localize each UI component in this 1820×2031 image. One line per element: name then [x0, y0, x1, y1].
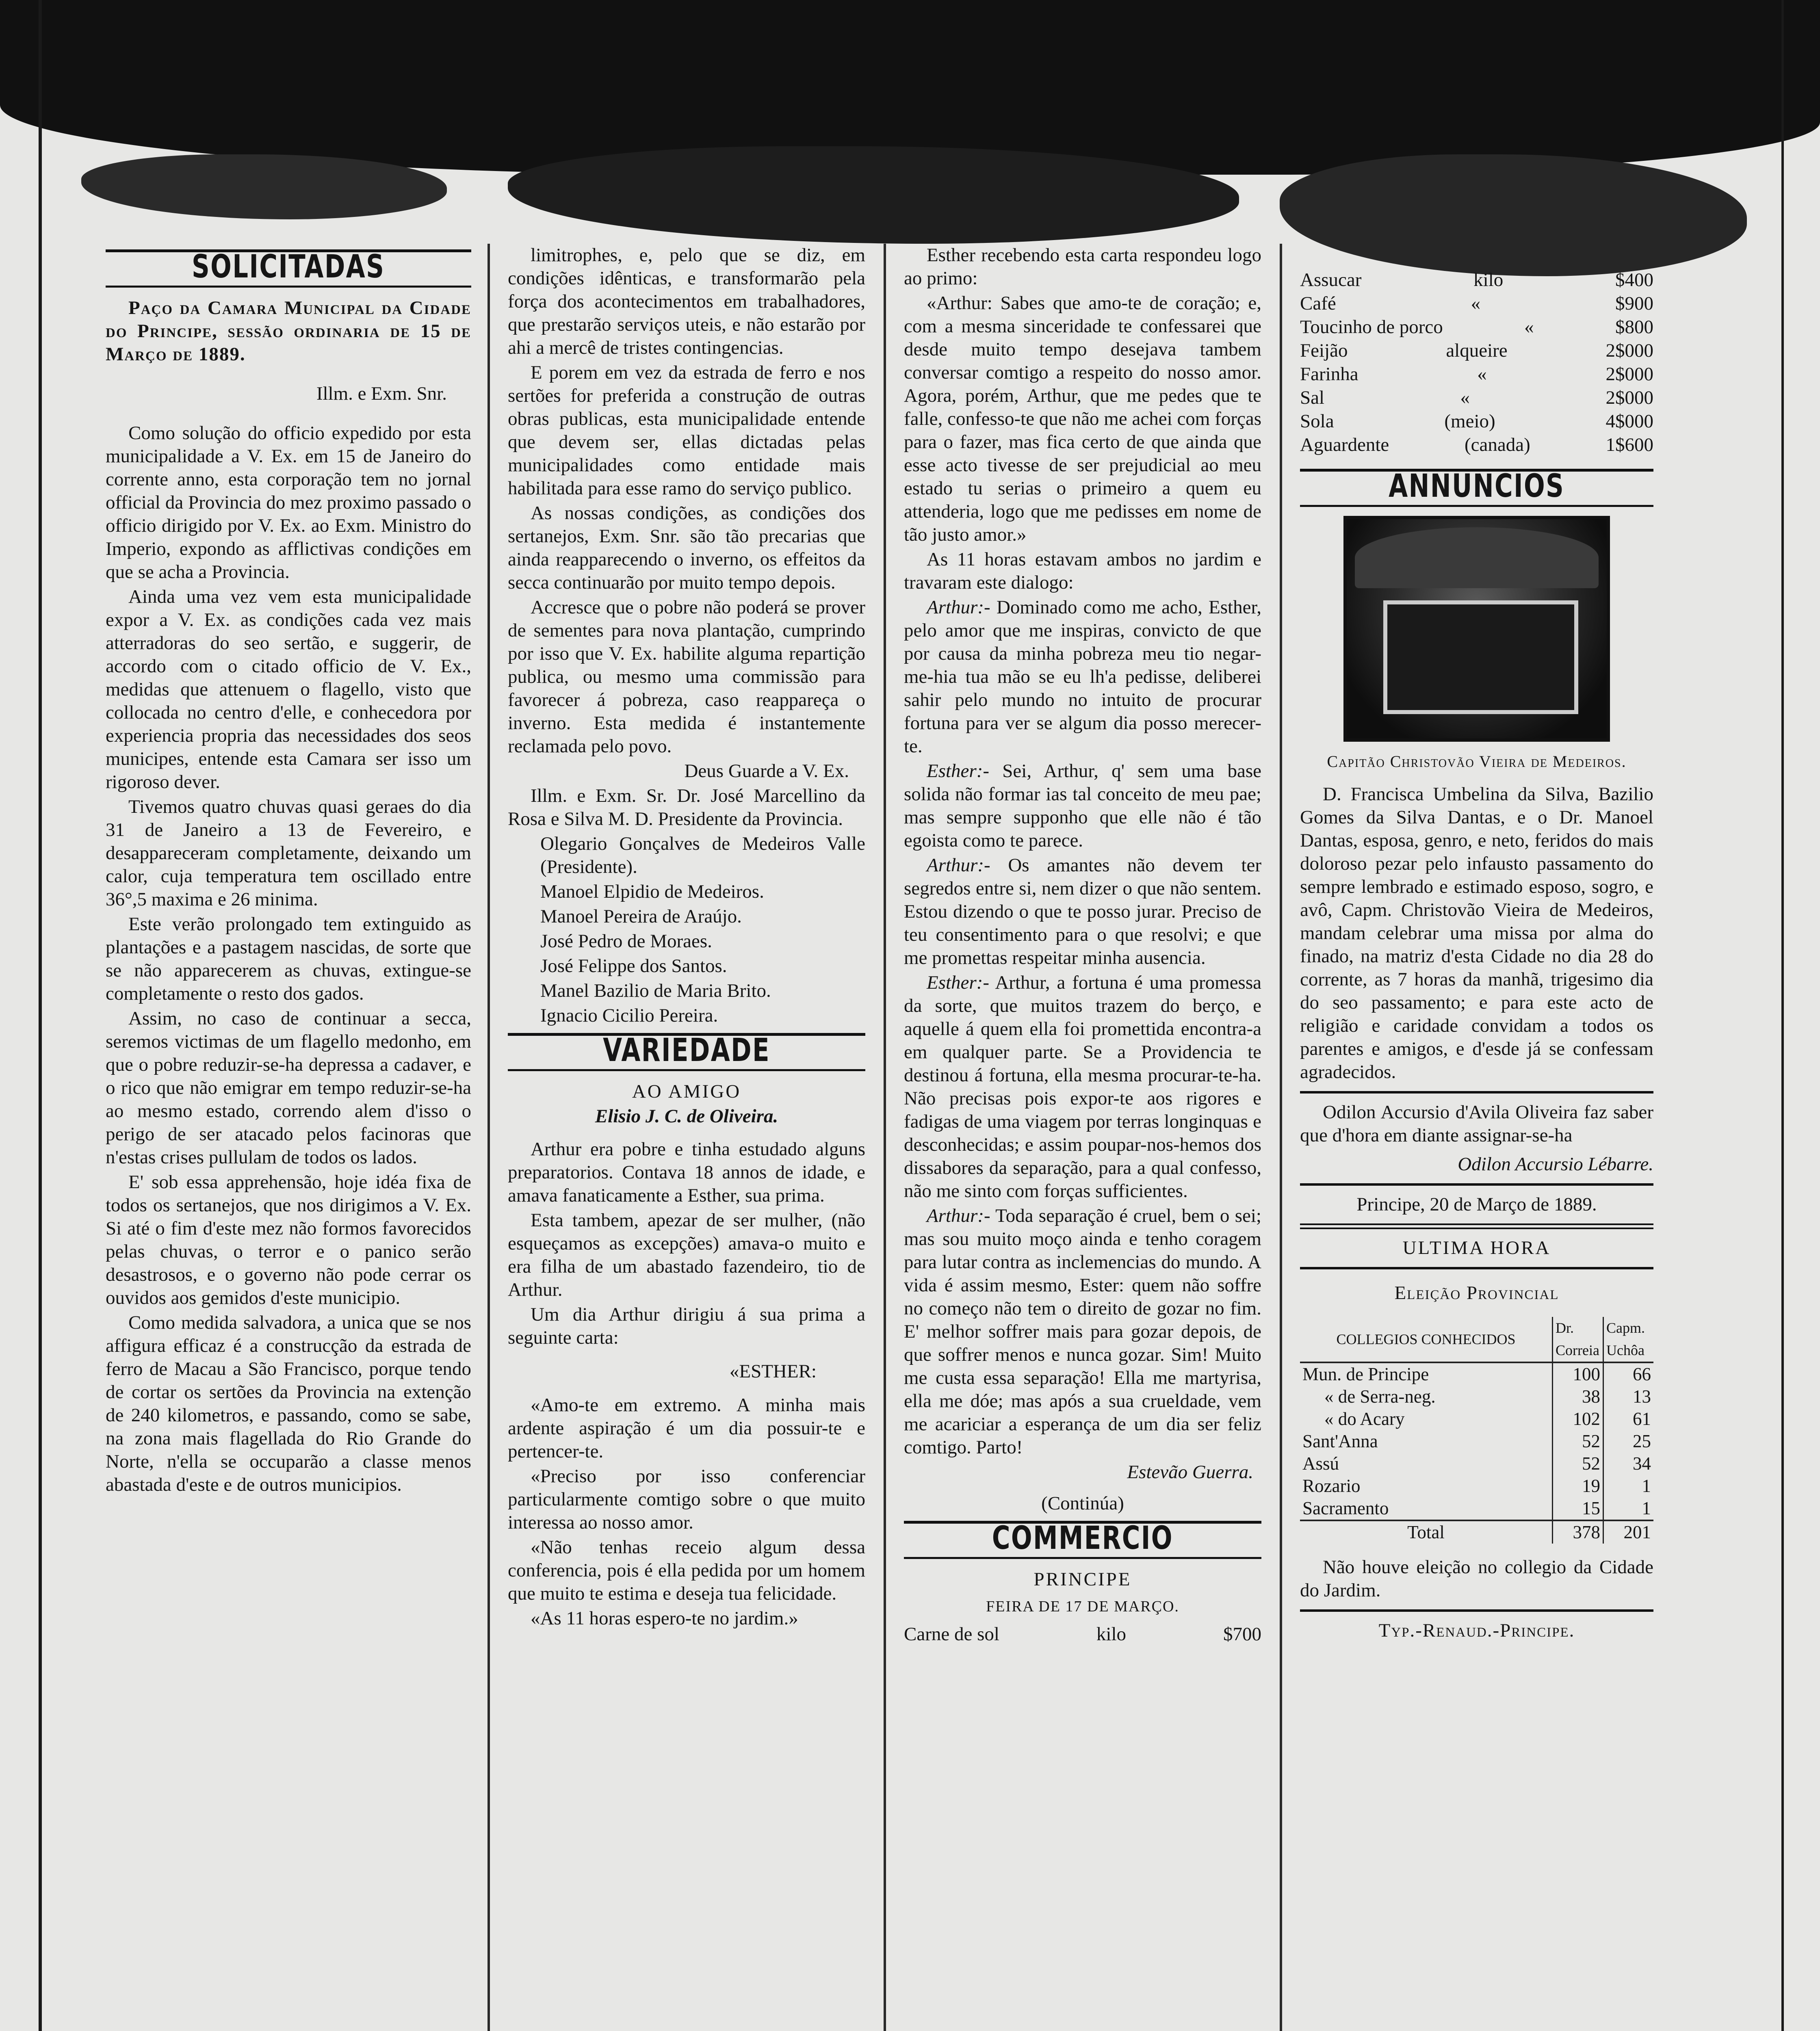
- votes-b: 25: [1603, 1430, 1654, 1453]
- price-item: Sal: [1300, 387, 1325, 408]
- section-heading-box: [1300, 469, 1653, 507]
- price-row: [1300, 315, 1653, 339]
- author: Estevão Guerra.: [1127, 1462, 1253, 1483]
- ad-text: D. Francisca Umbelina da Silva, Bazilio Gomes da Silva Dantas, e o Dr. Manoel Dantas, esposa, genro, e neto, feridos do mais doloroso pezar pelo infausto passamento do sempre lembrado e estimado esposo, sogro, e avô, Capm. Christovão Vieira de Medeiros, mandam celebrar uma missa por alma do finado, na matriz d'esta Cidade no dia 28 do corrente, as 7 horas da manhã, trigesimo dia do seo passamento; e para este acto de religião e caridade convidam a todos os parentes e amigos, e d'esde já se confessam agradecidos.: [1300, 784, 1653, 1083]
- paragraph: «As 11 horas espero-te no jardim.»: [531, 1608, 798, 1629]
- left-border: [39, 0, 42, 2031]
- college-name: Sant'Anna: [1302, 1431, 1378, 1451]
- price-row: [1300, 268, 1653, 292]
- column-1: [106, 244, 471, 2031]
- paragraph: limitrophes, e, pelo que se diz, em condições idênticas, e transformarão pela força dos acontecimentos em trabalhadores, que prestarão serviços uteis, e não estarão por ahi a mercê de tristes contingencias.: [508, 245, 865, 358]
- speaker: Esther:: [927, 972, 983, 993]
- commercio-place: PRINCIPE: [1034, 1569, 1132, 1590]
- speaker: Esther:: [927, 760, 983, 782]
- price-unit: «: [1460, 387, 1470, 408]
- price-row: [1300, 386, 1653, 409]
- notice-signature: Odilon Accursio Lébarre.: [1458, 1154, 1653, 1175]
- price-row: [1300, 433, 1653, 457]
- price-value: 2$000: [1606, 387, 1653, 408]
- story-dedication: Elisio J. C. de Oliveira.: [595, 1106, 778, 1127]
- signature: Olegario Gonçalves de Medeiros Valle (Presidente).: [540, 833, 865, 877]
- annuncios-heading: ANNUNCIOS: [1389, 468, 1565, 505]
- column-2: [508, 244, 865, 2031]
- ink-stain: [1280, 154, 1747, 276]
- college-column-header: COLLEGIOS CONHECIDOS: [1336, 1331, 1516, 1347]
- price-item: Farinha: [1300, 364, 1358, 385]
- column-rule: [1280, 244, 1282, 2031]
- solicitadas-heading: SOLICITADAS: [192, 249, 385, 285]
- table-row: [1300, 1453, 1653, 1475]
- price-row: [904, 1622, 1261, 1646]
- price-value: $900: [1615, 293, 1653, 314]
- price-item: Assucar: [1300, 269, 1362, 290]
- college-name: Sacramento: [1302, 1498, 1389, 1518]
- salutation: Illm. e Exm. Snr.: [316, 383, 447, 404]
- total-a: 378: [1553, 1520, 1603, 1544]
- paragraph: E porem em vez da estrada de ferro e nos sertões for preferida a construção de outras obras publicas, esta municipalidade entende que devem ser, ellas dictadas pelas municipalidades como entidade mais habilitada para esse ramo do serviço publico.: [508, 362, 865, 499]
- table-header-row: [1300, 1317, 1653, 1362]
- total-label: Total: [1407, 1522, 1445, 1542]
- votes-a: 38: [1553, 1386, 1603, 1408]
- signature: Ignacio Cicilio Pereira.: [540, 1005, 718, 1026]
- price-item: Carne de sol: [904, 1624, 999, 1645]
- votes-b: 61: [1603, 1408, 1654, 1430]
- session-header: Paço da Camara Municipal da Cidade do Principe, sessão ordinaria de 15 de Março de 1889.: [106, 297, 471, 365]
- speaker: Arthur:: [927, 1205, 984, 1226]
- column-rule: [488, 244, 490, 2031]
- paragraph: Esta tambem, apezar de ser mulher, (não esqueçamos as excepções) amava-o muito e era filha de um abastado fazendeiro, tio de Arthur.: [508, 1210, 865, 1300]
- column-rule: [884, 244, 886, 2031]
- paragraph: «Preciso por isso conferenciar particularmente comtigo sobre o que muito interessa ao nosso amor.: [508, 1466, 865, 1533]
- notice: Odilon Accursio d'Avila Oliveira faz saber que d'hora em diante assignar-se-ha: [1300, 1102, 1653, 1146]
- votes-b: 1: [1603, 1475, 1654, 1497]
- paragraph: As nossas condições, as condições dos sertanejos, Exm. Snr. são tão precarias que ainda reapparecendo o inverno, os effeitos da secca continuarão por muito tempo depois.: [508, 502, 865, 593]
- college-name: « de Serra-neg.: [1324, 1386, 1436, 1407]
- election-table: [1300, 1317, 1653, 1544]
- speaker: Arthur:: [927, 597, 984, 618]
- price-unit: «: [1524, 316, 1534, 338]
- signature: José Felippe dos Santos.: [540, 955, 727, 977]
- price-value: 2$000: [1606, 364, 1653, 385]
- price-row: [1300, 292, 1653, 315]
- price-unit: kilo: [1473, 269, 1504, 290]
- dialogue-line: [904, 1204, 1261, 1459]
- paragraph: Este verão prolongado tem extinguido as plantações e a pastagem nascidas, de sorte que se não apparecerem as chuvas, extingue-se completamente o resto dos gados.: [106, 914, 471, 1004]
- college-name: Rozario: [1302, 1476, 1361, 1496]
- section-heading-box: [508, 1033, 865, 1071]
- continua: (Continúa): [1041, 1493, 1124, 1514]
- votes-a: 52: [1553, 1430, 1603, 1453]
- dialogue-line: [904, 971, 1261, 1203]
- signature: Manoel Pereira de Araújo.: [540, 906, 742, 927]
- separator: [1300, 1091, 1653, 1093]
- paragraph: As 11 horas estavam ambos no jardim e travaram este dialogo:: [904, 549, 1261, 593]
- price-unit: (meio): [1444, 411, 1495, 432]
- closing: Deus Guarde a V. Ex.: [684, 760, 849, 782]
- signature: José Pedro de Moraes.: [540, 931, 712, 952]
- dialogue-line: [904, 760, 1261, 852]
- dialogue-text: - Os amantes não devem ter segredos entre si, nem dizer o que não sentem. Estou dizendo o que te posso jurar. Preciso de teu consentimento para o que resolvi; e que me promettas respeitar minha ausencia.: [904, 855, 1261, 968]
- variedade-heading: VARIEDADE: [603, 1032, 770, 1069]
- price-value: $400: [1615, 269, 1653, 290]
- addressee: Illm. e Exm. Sr. Dr. José Marcellino da Rosa e Silva M. D. Presidente da Provincia.: [508, 785, 865, 829]
- price-unit: kilo: [1096, 1624, 1127, 1645]
- dialogue-line: [904, 596, 1261, 758]
- price-value: 2$000: [1606, 340, 1653, 361]
- dialogue-text: - Sei, Arthur, q' sem uma base solida não formar ias tal conceito de meu pae; mas sempre supponho que elle não é tão egoista como te parece.: [904, 760, 1261, 851]
- votes-b: 66: [1603, 1362, 1654, 1386]
- price-row: [1300, 339, 1653, 362]
- separator: [1300, 1183, 1653, 1186]
- price-value: 4$000: [1606, 411, 1653, 432]
- votes-b: 34: [1603, 1453, 1654, 1475]
- paragraph: Arthur era pobre e tinha estudado alguns preparatorios. Contava 18 annos de idade, e amava fanaticamente a Esther, sua prima.: [508, 1139, 865, 1206]
- paragraph: Esther recebendo esta carta respondeu logo ao primo:: [904, 245, 1261, 289]
- votes-b: 1: [1603, 1497, 1654, 1520]
- table-row: [1300, 1430, 1653, 1453]
- paragraph: «Não tenhas receio algum dessa conferencia, pois é ella pedida por um homem que muito te estima e deseja tua felicidade.: [508, 1537, 865, 1604]
- price-unit: «: [1477, 364, 1487, 385]
- separator: [1300, 1267, 1653, 1269]
- feira-date: FEIRA DE 17 DE MARÇO.: [986, 1598, 1179, 1615]
- price-item: Café: [1300, 293, 1336, 314]
- dialogue-text: - Arthur, a fortuna é uma promessa da sorte, que muitos trazem do berço, e aquelle á quem ella foi promettida encontra-a em qualquer parte. Se a Providencia te destinou á fortuna, ella mesma procurar-te-ha. Não precisas pois expor-te aos rigores e fadigas de uma viagem por terras longinquas e desconhecidas; e assim poupar-nos-hemos dos dissabores da separação, para a qual confesso, não me sinto com forças sufficientes.: [904, 972, 1261, 1202]
- table-row: [1300, 1386, 1653, 1408]
- college-name: Assú: [1302, 1453, 1339, 1474]
- price-item: Toucinho de porco: [1300, 316, 1443, 338]
- votes-a: 15: [1553, 1497, 1603, 1520]
- drape-shape: [1355, 527, 1599, 588]
- column-4: [1300, 268, 1653, 2031]
- printer-line: Typ.-Renaud.-Principe.: [1378, 1620, 1575, 1641]
- funeral-illustration: [1343, 516, 1610, 742]
- story-title: AO AMIGO: [632, 1081, 741, 1102]
- dateline: Principe, 20 de Março de 1889.: [1356, 1194, 1597, 1215]
- paragraph: Como medida salvadora, a unica que se nos affigura efficaz é a construcção da estrada de ferro de Macau a São Francisco, porque tendo de cortar os sertões da Provincia na extenção de 240 kilometros, e passando, como se sabe, na zona mais flagellada do Rio Grande do Norte, n'ella se occuparão a classe menos abastada d'este e de outros municipios.: [106, 1312, 471, 1495]
- price-item: Aguardente: [1300, 434, 1389, 455]
- ad-caption: Capitão Christovão Vieira de Medeiros.: [1327, 752, 1627, 771]
- ultima-hora: ULTIMA HORA: [1402, 1237, 1551, 1258]
- no-election-note: Não houve eleição no collegio da Cidade do Jardim.: [1300, 1557, 1653, 1601]
- coffin-shape: [1383, 600, 1578, 714]
- letter-salutation: «ESTHER:: [729, 1361, 817, 1382]
- paragraph: Como solução do officio expedido por esta municipalidade a V. Ex. em 15 de Janeiro do corrente anno, esta corporação tem no jornal official da Provincia do mez proximo passado o officio dirigido por V. Ex. ao Exm. Ministro do Imperio, expondo as afflictivas condições em que se acha a Provincia.: [106, 422, 471, 582]
- price-value: $800: [1615, 316, 1653, 338]
- votes-a: 52: [1553, 1453, 1603, 1475]
- total-row: [1300, 1520, 1653, 1544]
- paragraph: Tivemos quatro chuvas quasi geraes do dia 31 de Janeiro a 13 de Fevereiro, e desappareceram completamente, deixando um calor, cuja temperatura tem oscillado entre 36°,5 maxima e 26 minima.: [106, 796, 471, 910]
- eleicao-title: Eleição Provincial: [1394, 1282, 1559, 1303]
- dialogue-line: [904, 854, 1261, 970]
- price-value: 1$600: [1606, 434, 1653, 455]
- total-b: 201: [1603, 1520, 1654, 1544]
- votes-a: 102: [1553, 1408, 1603, 1430]
- dialogue-text: - Dominado como me acho, Esther, pelo amor que me inspiras, convicto de que por causa da minha pobreza meu tio negar-me-hia tua mão se eu lh'a pedisse, deliberei sahir pelo mundo no intuito de procurar fortuna para ver se algum dia posso merecer-te.: [904, 597, 1261, 757]
- right-border: [1781, 0, 1784, 2031]
- dialogue-text: - Toda separação é cruel, bem o sei; mas sou muito moço ainda e tenho coragem para lutar contra as inclemencias do mundo. A vida é assim mesmo, Ester: quem não soffre no começo não tem o direito de gozar no fim. E' melhor soffrer mais para gozar depois, de que soffrer menos e nunca gozar. Sim! Muito me custa essa separação! Ella me martyrisa, ella me dóe; mas após a sua crueldade, vem me acariciar a esperança de um dia ser feliz comtigo. Parto!: [904, 1205, 1261, 1458]
- paragraph: «Amo-te em extremo. A minha mais ardente aspiração é um dia possuir-te e pertencer-te.: [508, 1394, 865, 1462]
- price-unit: (canada): [1464, 434, 1530, 455]
- section-heading-box: [106, 249, 471, 288]
- price-item: Sola: [1300, 411, 1334, 432]
- signature: Manoel Elpidio de Medeiros.: [540, 881, 764, 902]
- signature: Manel Bazilio de Maria Brito.: [540, 980, 771, 1001]
- paragraph: Um dia Arthur dirigiu á sua prima a seguinte carta:: [508, 1304, 865, 1348]
- paragraph: «Arthur: Sabes que amo-te de coração; e, com a mesma sinceridade te confessarei que desde muito tempo desejava tambem conversar comtigo a respeito do nosso amor. Agora, porém, Arthur, que me pedes que te falle, confesso-te que não me achei com forças para o fazer, mas fica certo de que ainda que esse acto tivesse de ser prejudicial ao meu estado tu serias o primeiro a quem eu attenderia, logo que me pedisses em nome de tão justo amor.»: [904, 292, 1261, 545]
- price-row: [1300, 362, 1653, 386]
- candidate-b-header: Capm. Uchôa: [1603, 1317, 1654, 1362]
- table-row: [1300, 1475, 1653, 1497]
- votes-a: 19: [1553, 1475, 1603, 1497]
- votes-a: 100: [1553, 1362, 1603, 1386]
- college-name: « do Acary: [1324, 1409, 1405, 1429]
- paragraph: Accresce que o pobre não poderá se prover de sementes para nova plantação, cumprindo por isso que V. Ex. habilite alguma repartição publica, ou mesmo uma commissão para favorecer á pobreza, caso reappareça o inverno. Esta medida é instantemente reclamada pelo povo.: [508, 597, 865, 757]
- paragraph: Ainda uma vez vem esta municipalidade expor a V. Ex. as condições cada vez mais atterradoras do seo sertão, e suggerir, de accordo com o citado officio de V. Ex., medidas que attenuem o flagello, visto que collocada no centro d'elle, e conhecedora por experiencia propria das necessidades dos seos municipes, entende esta Camara ser isso um rigoroso dever.: [106, 586, 471, 792]
- separator: [1300, 1609, 1653, 1612]
- price-row: [1300, 409, 1653, 433]
- college-name: Mun. de Principe: [1302, 1364, 1429, 1384]
- speaker: Arthur:: [927, 855, 984, 876]
- paragraph: E' sob essa apprehensão, hoje idéa fixa de todos os sertanejos, que nos dirigimos a V. Ex. Si até o fim d'este mez não formos favorecidos pelas chuvas, o terror e o panico serão desastrosos, e o governo não pode cerrar os ouvidos aos gemidos d'este municipio.: [106, 1171, 471, 1308]
- price-unit: alqueire: [1446, 340, 1508, 361]
- candidate-a-header: Dr. Correia: [1553, 1317, 1603, 1362]
- paragraph: Assim, no caso de continuar a secca, seremos victimas de um flagello medonho, em que o pobre reduzir-se-ha depressa a cadaver, e o rico que não emigrar em tempo reduzir-se-ha ao mesmo estado, correndo alem d'isso o perigo de ser atacado pelos facinoras que n'estas crises pullulam de todos os lados.: [106, 1008, 471, 1168]
- price-item: Feijão: [1300, 340, 1348, 361]
- price-unit: «: [1471, 293, 1481, 314]
- column-3: [904, 244, 1261, 2031]
- table-row: [1300, 1408, 1653, 1430]
- table-row: [1300, 1362, 1653, 1386]
- commercio-heading: COMMERCIO: [992, 1520, 1173, 1557]
- price-value: $700: [1223, 1624, 1261, 1645]
- table-row: [1300, 1497, 1653, 1520]
- double-separator: [1300, 1223, 1653, 1229]
- section-heading-box: [904, 1521, 1261, 1559]
- votes-b: 13: [1603, 1386, 1654, 1408]
